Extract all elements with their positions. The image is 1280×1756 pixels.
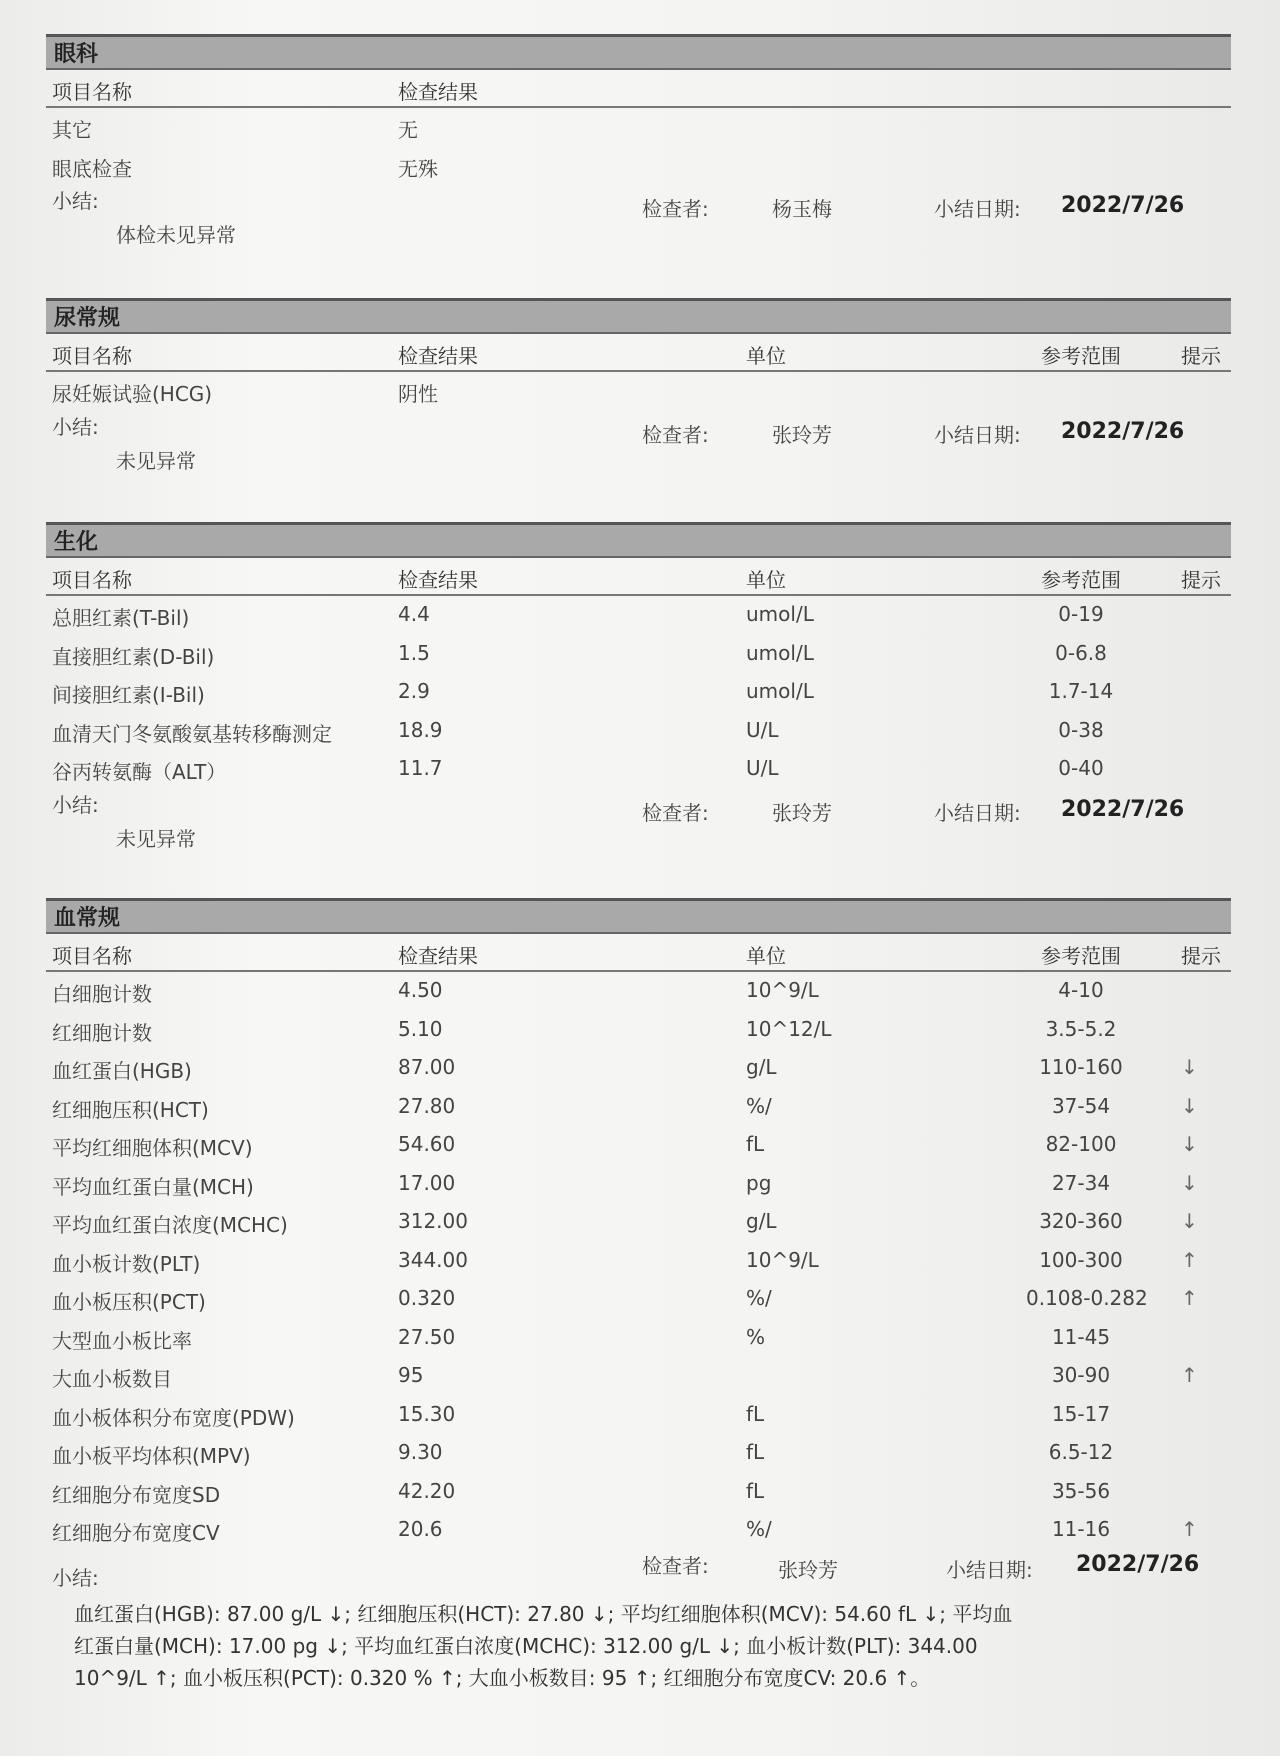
item-unit: fL xyxy=(746,1132,765,1156)
item-result: 无 xyxy=(398,118,418,142)
table-row xyxy=(46,1165,1231,1204)
item-name: 平均血红蛋白浓度(MCHC) xyxy=(52,1213,288,1237)
table-row xyxy=(46,1088,1231,1127)
inspector-label: 检查者: xyxy=(642,1553,709,1578)
table-row xyxy=(46,147,1231,186)
table-row xyxy=(46,1126,1231,1165)
header-flag: 提示 xyxy=(1181,344,1221,368)
item-result: 11.7 xyxy=(398,756,443,780)
item-name: 血红蛋白(HGB) xyxy=(52,1059,192,1083)
item-result: 9.30 xyxy=(398,1440,443,1464)
item-unit: g/L xyxy=(746,1055,777,1079)
item-flag: ↓ xyxy=(1181,1170,1198,1195)
item-name: 总胆红素(T-Bil) xyxy=(52,606,190,630)
item-name: 红细胞计数 xyxy=(52,1020,152,1045)
inspector-name: 张玲芳 xyxy=(772,800,832,825)
item-ref: 320-360 xyxy=(1039,1209,1123,1233)
item-name: 平均红细胞体积(MCV) xyxy=(52,1136,253,1160)
table-row xyxy=(46,1396,1231,1435)
item-unit: %/ xyxy=(746,1286,772,1310)
item-unit: fL xyxy=(746,1401,765,1426)
date-label: 小结日期: xyxy=(934,197,1021,221)
item-unit: fL xyxy=(746,1440,765,1464)
header-unit: 单位 xyxy=(746,944,786,968)
item-name: 尿妊娠试验(HCG) xyxy=(52,382,213,406)
table-row xyxy=(46,1280,1231,1319)
item-name: 谷丙转氨酶（ALT） xyxy=(52,760,227,784)
inspector-label: 检查者: xyxy=(642,800,709,825)
summary-label: 小结: xyxy=(52,792,99,817)
item-flag: ↓ xyxy=(1181,1093,1198,1118)
table-row xyxy=(46,635,1231,674)
item-name: 红细胞压积(HCT) xyxy=(52,1097,209,1122)
table-row xyxy=(46,1319,1231,1358)
table-row xyxy=(46,972,1231,1011)
item-unit: umol/L xyxy=(746,602,814,626)
section-urine xyxy=(46,298,1231,483)
header-unit: 单位 xyxy=(746,344,786,368)
item-ref: 30-90 xyxy=(1051,1363,1111,1387)
item-flag: ↑ xyxy=(1181,1517,1198,1541)
item-result: 1.5 xyxy=(398,640,430,665)
item-name: 大血小板数目 xyxy=(52,1367,172,1391)
item-ref: 0-19 xyxy=(1058,602,1104,626)
item-flag: ↓ xyxy=(1181,1209,1198,1233)
item-result: 0.320 xyxy=(398,1286,456,1310)
summary-label: 小结: xyxy=(52,1565,99,1590)
table-row xyxy=(46,108,1231,147)
item-result: 阴性 xyxy=(398,382,438,406)
header-result: 检查结果 xyxy=(398,568,478,592)
table-row xyxy=(46,1242,1231,1281)
item-ref: 4-10 xyxy=(1058,978,1104,1002)
inspector-name: 张玲芳 xyxy=(778,1557,838,1582)
table-row xyxy=(46,372,1231,411)
item-ref: 100-300 xyxy=(1039,1247,1123,1272)
item-name: 血小板计数(PLT) xyxy=(52,1251,201,1276)
inspector-label: 检查者: xyxy=(642,197,709,221)
item-ref: 6.5-12 xyxy=(1048,1440,1114,1464)
header-name: 项目名称 xyxy=(52,344,132,368)
section-eye xyxy=(46,34,1231,257)
item-ref: 11-16 xyxy=(1051,1517,1111,1541)
section-title: 生化 xyxy=(46,522,1231,558)
section-title: 尿常规 xyxy=(46,298,1231,334)
item-ref: 35-56 xyxy=(1051,1478,1111,1503)
item-ref: 11-45 xyxy=(1051,1324,1111,1349)
section-title: 血常规 xyxy=(46,898,1231,934)
item-result: 2.9 xyxy=(398,679,430,703)
table-row xyxy=(46,673,1231,712)
table-header xyxy=(46,934,1231,972)
item-unit: %/ xyxy=(746,1093,772,1118)
header-flag: 提示 xyxy=(1181,568,1221,592)
item-result: 4.4 xyxy=(398,602,430,626)
item-flag: ↑ xyxy=(1181,1247,1198,1272)
item-unit: 10^9/L xyxy=(746,1247,819,1272)
item-ref: 15-17 xyxy=(1051,1401,1111,1426)
item-unit: 10^12/L xyxy=(746,1016,832,1041)
item-ref: 3.5-5.2 xyxy=(1045,1016,1117,1041)
item-result: 5.10 xyxy=(398,1016,443,1041)
table-row xyxy=(46,1011,1231,1050)
table-row xyxy=(46,596,1231,635)
section-biochem xyxy=(46,522,1231,861)
item-result: 42.20 xyxy=(398,1478,456,1503)
summary-text: 未见异常 xyxy=(116,448,196,473)
item-unit: U/L xyxy=(746,717,779,742)
header-ref: 参考范围 xyxy=(1041,944,1121,968)
blood-table-body xyxy=(46,972,1231,1550)
item-name: 平均血红蛋白量(MCH) xyxy=(52,1174,254,1199)
item-result: 17.00 xyxy=(398,1170,456,1195)
header-ref: 参考范围 xyxy=(1041,568,1121,592)
summary-label: 小结: xyxy=(52,189,99,213)
summary xyxy=(46,185,1231,257)
item-unit: 10^9/L xyxy=(746,978,819,1002)
header-result: 检查结果 xyxy=(398,80,478,104)
item-result: 无殊 xyxy=(398,156,438,181)
summary-line: 红蛋白量(MCH): 17.00 pg ↓; 平均血红蛋白浓度(MCHC): 312.00 g/L ↓; 血小板计数(PLT): 344.00 xyxy=(74,1634,978,1658)
summary-date: 2022/7/26 xyxy=(1076,1551,1200,1577)
header-name: 项目名称 xyxy=(52,944,132,968)
item-ref: 0.108-0.282 xyxy=(1026,1286,1148,1310)
summary-line: 10^9/L ↑; 血小板压积(PCT): 0.320 % ↑; 大血小板数目: 95 ↑; 红细胞分布宽度CV: 20.6 ↑。 xyxy=(74,1666,931,1690)
date-label: 小结日期: xyxy=(946,1557,1033,1582)
item-name: 其它 xyxy=(52,118,92,142)
summary-text: 未见异常 xyxy=(116,826,196,851)
item-ref: 0-38 xyxy=(1058,717,1104,742)
section-title: 眼科 xyxy=(46,34,1231,70)
table-row xyxy=(46,1049,1231,1088)
item-result: 312.00 xyxy=(398,1209,468,1233)
item-ref: 1.7-14 xyxy=(1048,679,1114,703)
item-result: 15.30 xyxy=(398,1401,456,1426)
item-unit: % xyxy=(746,1324,766,1349)
item-unit: U/L xyxy=(746,756,779,780)
header-unit: 单位 xyxy=(746,568,786,592)
inspector-label: 检查者: xyxy=(642,422,709,447)
item-name: 白细胞计数 xyxy=(52,982,152,1006)
item-flag: ↓ xyxy=(1181,1132,1198,1156)
item-unit: pg xyxy=(746,1170,772,1195)
summary-text: 体检未见异常 xyxy=(116,223,236,247)
item-flag: ↑ xyxy=(1181,1286,1198,1310)
header-result: 检查结果 xyxy=(398,344,478,368)
item-result: 54.60 xyxy=(398,1132,456,1156)
item-name: 红细胞分布宽度CV xyxy=(52,1521,220,1545)
item-name: 血小板体积分布宽度(PDW) xyxy=(52,1405,295,1430)
header-flag: 提示 xyxy=(1181,944,1221,968)
item-ref: 110-160 xyxy=(1039,1055,1123,1079)
item-result: 18.9 xyxy=(398,717,443,742)
table-header xyxy=(46,70,1231,108)
item-ref: 27-34 xyxy=(1051,1170,1111,1195)
header-ref: 参考范围 xyxy=(1041,344,1121,368)
summary-line: 血红蛋白(HGB): 87.00 g/L ↓; 红细胞压积(HCT): 27.80 ↓; 平均红细胞体积(MCV): 54.60 fL ↓; 平均血 xyxy=(74,1602,1013,1626)
table-row xyxy=(46,1357,1231,1396)
table-row xyxy=(46,750,1231,789)
summary-date: 2022/7/26 xyxy=(1061,418,1185,444)
inspector-name: 张玲芳 xyxy=(772,422,832,447)
item-name: 眼底检查 xyxy=(52,156,132,181)
table-header xyxy=(46,558,1231,596)
table-header xyxy=(46,334,1231,372)
section-blood xyxy=(46,898,1231,1590)
item-unit: umol/L xyxy=(746,640,814,665)
summary xyxy=(46,1550,1231,1590)
item-result: 27.80 xyxy=(398,1093,456,1118)
item-flag: ↓ xyxy=(1181,1055,1198,1079)
item-result: 87.00 xyxy=(398,1055,456,1079)
summary-date: 2022/7/26 xyxy=(1061,796,1185,822)
header-name: 项目名称 xyxy=(52,80,132,104)
table-row xyxy=(46,1434,1231,1473)
item-name: 血小板平均体积(MPV) xyxy=(52,1444,251,1468)
item-name: 直接胆红素(D-Bil) xyxy=(52,644,215,669)
table-row xyxy=(46,712,1231,751)
date-label: 小结日期: xyxy=(934,800,1021,825)
table-row xyxy=(46,1203,1231,1242)
inspector-name: 杨玉梅 xyxy=(772,197,832,221)
item-unit: %/ xyxy=(746,1517,772,1541)
item-result: 27.50 xyxy=(398,1324,456,1349)
header-result: 检查结果 xyxy=(398,944,478,968)
header-name: 项目名称 xyxy=(52,568,132,592)
item-ref: 0-6.8 xyxy=(1055,640,1107,665)
item-name: 血小板压积(PCT) xyxy=(52,1290,206,1314)
item-result: 20.6 xyxy=(398,1517,443,1541)
item-ref: 37-54 xyxy=(1051,1093,1111,1118)
date-label: 小结日期: xyxy=(934,422,1021,447)
summary xyxy=(46,411,1231,483)
item-name: 红细胞分布宽度SD xyxy=(52,1482,221,1507)
blood-summary-text xyxy=(74,1598,1234,1694)
item-result: 4.50 xyxy=(398,978,443,1002)
item-flag: ↑ xyxy=(1181,1363,1198,1387)
item-unit: umol/L xyxy=(746,679,814,703)
item-name: 大型血小板比率 xyxy=(52,1328,192,1353)
item-ref: 0-40 xyxy=(1058,756,1104,780)
item-result: 95 xyxy=(398,1363,424,1387)
summary-label: 小结: xyxy=(52,414,99,439)
summary xyxy=(46,789,1231,861)
item-ref: 82-100 xyxy=(1045,1132,1117,1156)
item-name: 间接胆红素(I-Bil) xyxy=(52,683,205,707)
item-result: 344.00 xyxy=(398,1247,468,1272)
item-name: 血清天门冬氨酸氨基转移酶测定 xyxy=(52,721,332,746)
table-row xyxy=(46,1473,1231,1512)
item-unit: g/L xyxy=(746,1209,777,1233)
summary-date: 2022/7/26 xyxy=(1061,193,1185,218)
table-row xyxy=(46,1511,1231,1550)
item-unit: fL xyxy=(746,1478,765,1503)
